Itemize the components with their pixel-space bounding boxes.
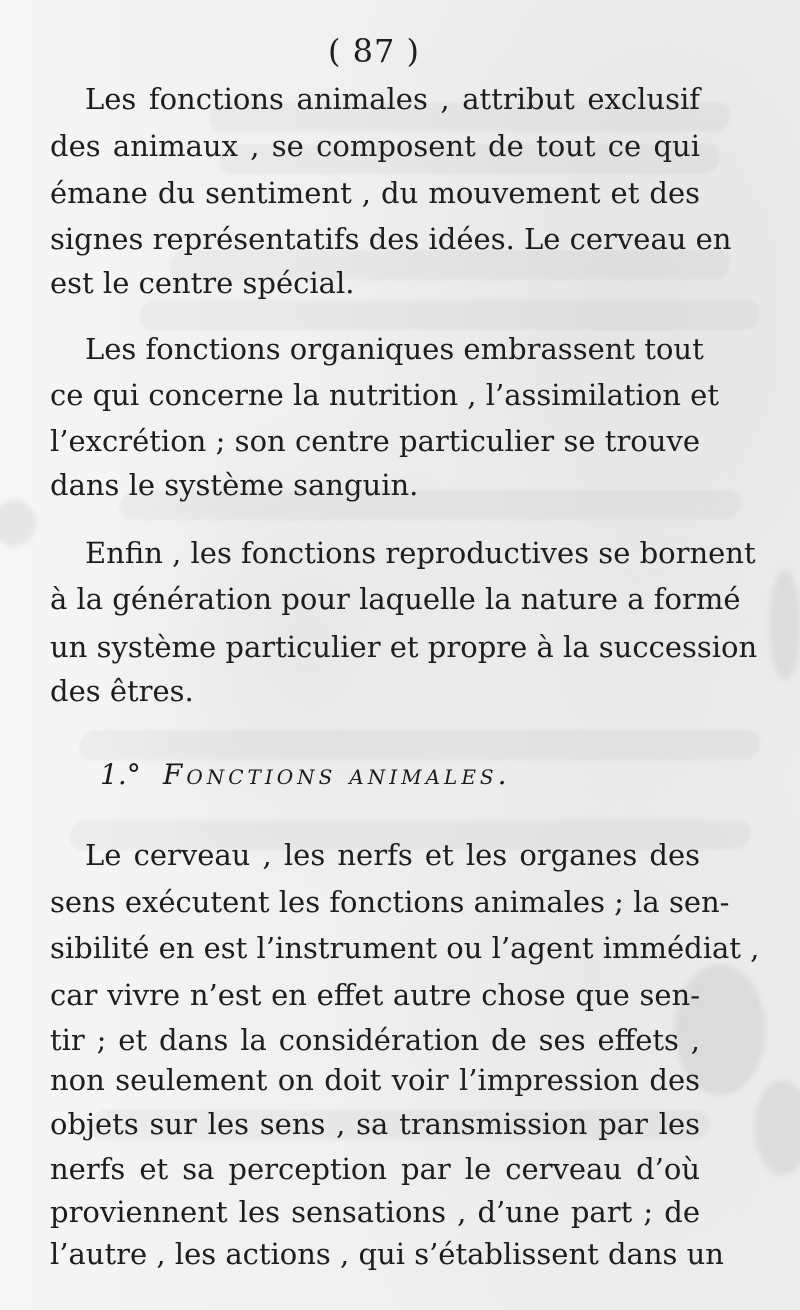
paragraph-4-line-5: tir ; et dans la considération de ses effets , [50, 1023, 700, 1057]
page-number: ( 87 ) [327, 32, 421, 70]
paper-stain [0, 500, 36, 546]
paragraph-4-line-6: non seulement on doit voir l’impression des [50, 1063, 700, 1097]
section-heading [100, 760, 620, 790]
paragraph-3-line-1: Enfin , les fonctions reproductives se bornent [85, 536, 756, 570]
paper-stain [755, 1080, 800, 1175]
paragraph-4-line-4: car vivre n’est en effet autre chose que sen- [50, 978, 700, 1012]
paragraph-4-line-1: Le cerveau , les nerfs et les organes des [85, 838, 700, 872]
paragraph-1-line-3: émane du sentiment , du mouvement et des [50, 176, 700, 210]
paragraph-4-line-9: proviennent les sensations , d’une part ; de [50, 1195, 700, 1229]
paper-stain [770, 570, 800, 680]
bleed-through-line [138, 300, 762, 330]
paragraph-1-line-5: est le centre spécial. [50, 266, 355, 300]
bleed-through-line [78, 730, 762, 760]
paragraph-2-line-4: dans le système sanguin. [50, 468, 419, 502]
paragraph-3-line-4: des êtres. [50, 674, 194, 708]
paragraph-2-line-1: Les fonctions organiques embrassent tout [85, 332, 704, 366]
paragraph-2-line-2: ce qui concerne la nutrition , l’assimilation et [50, 378, 719, 412]
paragraph-4-line-7: objets sur les sens , sa transmission par les [50, 1107, 700, 1141]
paragraph-4-line-3: sibilité en est l’instrument ou l’agent immédiat , [50, 931, 760, 965]
paragraph-1-line-2: des animaux , se composent de tout ce qui [50, 129, 700, 163]
section-number: 1.° [100, 758, 141, 791]
paragraph-3-line-2: à la génération pour laquelle la nature a formé [50, 582, 741, 616]
paragraph-4-line-2: sens exécutent les fonctions animales ; la sen- [50, 885, 730, 919]
paragraph-1-line-4: signes représentatifs des idées. Le cerveau en [50, 222, 732, 256]
paragraph-1-line-1: Les fonctions animales , attribut exclusif [85, 82, 700, 116]
paragraph-4-line-8: nerfs et sa perception par le cerveau d’où [50, 1152, 700, 1186]
section-title: Fonctions animales. [162, 758, 511, 791]
paragraph-3-line-3: un système particulier et propre à la succession [50, 630, 758, 664]
paragraph-2-line-3: l’excrétion ; son centre particulier se trouve [50, 424, 700, 458]
paragraph-4-line-10: l’autre , les actions , qui s’établissent dans un [50, 1237, 724, 1271]
